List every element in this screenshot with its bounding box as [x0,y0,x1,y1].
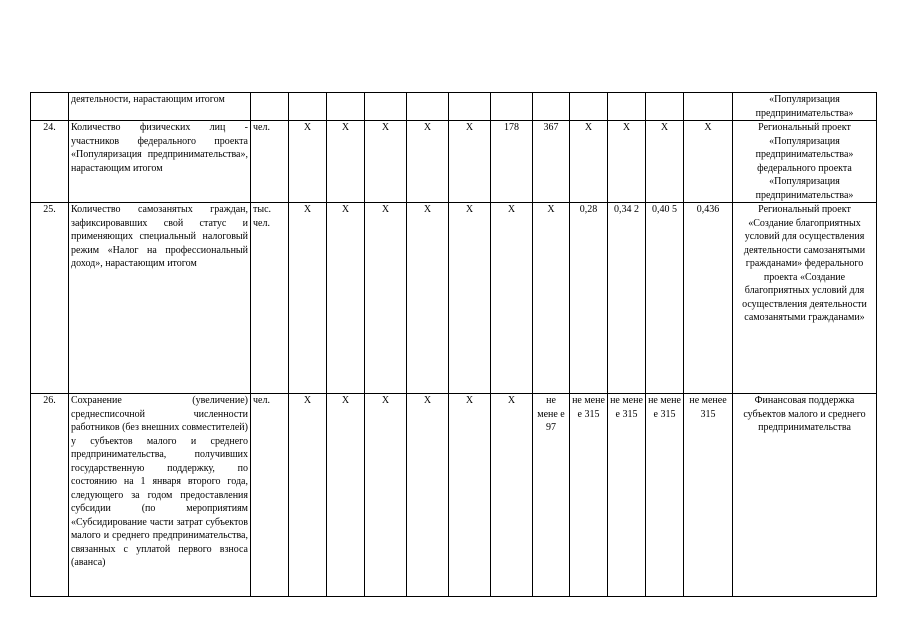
value-cell: Х [407,394,449,597]
value-cell: Х [449,121,491,203]
value-cell: Х [327,394,365,597]
value-cell [608,93,646,121]
value-cell [491,93,533,121]
value-cell: Х [289,394,327,597]
table-row [31,121,877,203]
value-cell: не менее 315 [684,394,733,597]
value-cell: не мене е 315 [646,394,684,597]
source-cell: «Популяризация предпринимательства» [733,93,877,121]
row-number [31,93,69,121]
row-number: 24. [31,121,69,203]
value-cell: Х [491,203,533,394]
value-cell [684,93,733,121]
indicator-name: Количество самозанятых граждан, зафиксировавших свой статус и применяющих специальный налоговый режим «Налог на профессиональный доход», нарастающим итогом [69,203,251,394]
row-number: 26. [31,394,69,597]
value-cell: Х [449,203,491,394]
indicator-name: Сохранение (увеличение) среднесписочной численности работников (без внешних совместителей) у субъектов малого и среднего предпринимательства, получивших государственную поддержку, по состоянию на 1 января второго года, следующего за годом предоставления субсидии (по мероприятиям «Субсидирование части затрат субъектов малого и среднего предпринимательства, связанных с уплатой первого взноса (аванса) [69,394,251,597]
value-cell: Х [646,121,684,203]
indicators-table [30,92,877,597]
value-cell: не мене е 315 [570,394,608,597]
table-row [31,93,877,121]
value-cell [449,93,491,121]
value-cell [570,93,608,121]
indicator-name: Количество физических лиц - участников федерального проекта «Популяризация предпринимательства», нарастающим итогом [69,121,251,203]
value-cell: Х [365,394,407,597]
value-cell: не мене е 315 [608,394,646,597]
value-cell: Х [365,203,407,394]
value-cell [646,93,684,121]
value-cell: 367 [533,121,570,203]
row-number: 25. [31,203,69,394]
value-cell: Х [407,203,449,394]
value-cell: Х [608,121,646,203]
value-cell: Х [289,121,327,203]
value-cell: 0,40 5 [646,203,684,394]
table-row [31,203,877,394]
value-cell: Х [407,121,449,203]
unit-cell [251,93,289,121]
source-cell: Региональный проект «Создание благоприятных условий для осуществления деятельности самозанятыми гражданами» федерального проекта «Создание благоприятных условий для осуществления деятельности самозанятыми гражданами» [733,203,877,394]
unit-cell: тыс. чел. [251,203,289,394]
value-cell: Х [684,121,733,203]
value-cell [289,93,327,121]
value-cell: Х [533,203,570,394]
value-cell: Х [449,394,491,597]
value-cell: Х [327,203,365,394]
value-cell [533,93,570,121]
value-cell: 0,436 [684,203,733,394]
value-cell: не мене е 97 [533,394,570,597]
unit-cell: чел. [251,394,289,597]
value-cell [327,93,365,121]
indicator-name: деятельности, нарастающим итогом [69,93,251,121]
value-cell: 178 [491,121,533,203]
value-cell: Х [327,121,365,203]
value-cell [407,93,449,121]
table-row [31,394,877,597]
value-cell: 0,34 2 [608,203,646,394]
value-cell: 0,28 [570,203,608,394]
source-cell: Региональный проект «Популяризация предпринимательства» федерального проекта «Популяризация предпринимательства» [733,121,877,203]
value-cell: Х [365,121,407,203]
source-cell: Финансовая поддержка субъектов малого и среднего предпринимательства [733,394,877,597]
value-cell: Х [570,121,608,203]
unit-cell: чел. [251,121,289,203]
value-cell: Х [491,394,533,597]
value-cell: Х [289,203,327,394]
value-cell [365,93,407,121]
